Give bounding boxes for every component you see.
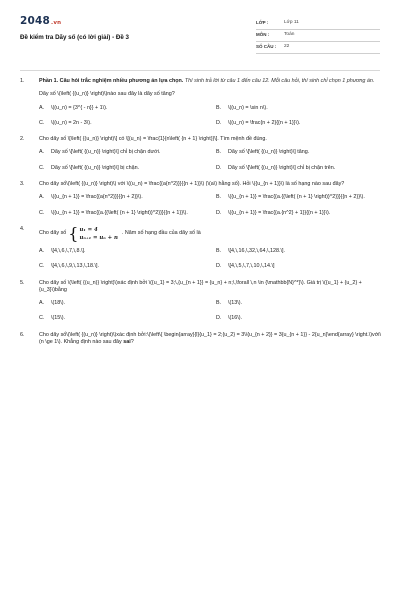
meta-class-label: LỚP :	[256, 20, 269, 26]
answer-options	[39, 149, 382, 172]
option-text: \(16\).	[228, 315, 243, 322]
question-6	[20, 332, 382, 347]
option-text: Dãy số \[\left( {(u_n)} \right)\] chỉ bị chặn dưới.	[51, 149, 161, 156]
answer-options	[39, 248, 382, 271]
option-a[interactable]	[39, 300, 209, 307]
part-title: Phần 1. Câu hỏi trắc nghiệm nhiều phương án lựa chọn.	[39, 78, 184, 84]
option-text: \(18\).	[51, 300, 66, 307]
option-text: \({u_{n + 1}} = \frac{{a{n^2}}}{{n + 2}}\).	[51, 194, 143, 201]
option-text: \[4,\,5,\,7,\,10,\,14.\]	[228, 263, 275, 270]
header-divider	[20, 70, 380, 71]
option-letter: B.	[216, 104, 222, 111]
question-stem: Dãy số \(\left( {(u_n)} \right)\)nào sau đây là dãy số tăng?	[39, 91, 175, 98]
option-text: \((u_n) = \frac{n + 2}{{n + 1}}\).	[228, 119, 301, 126]
option-text: \({u_{n + 1}} = \frac{{a.{{\left( {n + 1} \right)}^2}}}{{n + 1}}\).	[51, 209, 188, 216]
answer-options	[39, 300, 382, 323]
question-number: 1.	[20, 78, 25, 84]
option-text: Dãy số \[\left( {(u_n)} \right)\] tăng.	[228, 149, 310, 156]
question-3	[20, 181, 382, 217]
site-logo[interactable]	[20, 14, 61, 28]
recurrence-system	[68, 223, 118, 243]
option-d[interactable]	[216, 120, 386, 127]
question-5	[20, 280, 382, 323]
option-c[interactable]	[39, 120, 209, 127]
question-text: Cho dãy số \[\left( {(u_n)} \right)\] có \[(u_n) = \frac{1}{n\left( {n + 1} \right)}\]. Tìm mệnh đề đúng.	[39, 136, 267, 143]
option-text: \(13\).	[228, 300, 243, 307]
option-c[interactable]	[39, 315, 209, 322]
question-1	[20, 78, 382, 127]
logo-text: 2048	[20, 15, 51, 27]
option-letter: A.	[39, 149, 45, 156]
option-letter: D.	[216, 315, 222, 322]
page-header	[20, 14, 380, 70]
option-text: \[4,\,6,\,7,\,8.\].	[51, 247, 86, 254]
option-text: \(15\).	[51, 315, 66, 322]
option-text: \((u_n) = \sin n\).	[228, 104, 268, 111]
option-letter: C.	[39, 263, 45, 270]
part-note: Thí sinh trả lời từ câu 1 đến câu 12. Mỗi câu hỏi, thí sinh chỉ chọn 1 phương án.	[183, 78, 375, 84]
option-a[interactable]	[39, 149, 209, 156]
option-letter: C.	[39, 209, 45, 216]
meta-count-value: 22	[284, 44, 290, 50]
left-brace: {	[68, 223, 79, 243]
meta-class-value: Lớp 11	[284, 20, 299, 26]
option-a[interactable]	[39, 194, 209, 201]
option-c[interactable]	[39, 210, 209, 217]
meta-row-subject	[256, 30, 380, 42]
question-number: 4.	[20, 225, 25, 232]
question-text	[39, 223, 382, 243]
option-c[interactable]	[39, 263, 209, 270]
meta-count-label: SỐ CÂU :	[256, 44, 277, 50]
option-letter: D.	[216, 164, 222, 171]
question-text-emphasis: sai	[123, 339, 131, 346]
question-text-main: Cho dãy số\(\left( {(u_n)} \right)\)xác định bởi:\(\left\{ \begin{array}{l}{u_1} = 2;{u_2} = 3\\{u_{n + 2}} = 3{u_{n + 1}} - 2{u_n}\end{array} \right.\)với\(n \ge 1\). Khẳng định nào sau đây	[39, 331, 381, 346]
option-text: Dãy số \[\left( {(u_n)} \right)\] chỉ bị chặn trên.	[228, 164, 336, 171]
logo-suffix: .vn	[51, 20, 62, 26]
option-text: \((u_n) = {3^{ - n}} + 1\).	[51, 104, 108, 111]
option-text: \[4,\,6,\,9,\,13,\,18.\].	[51, 263, 99, 270]
system-line-1: u₁ = 4	[79, 226, 98, 233]
meta-subject-value: Toán	[284, 32, 295, 38]
option-letter: A.	[39, 194, 45, 201]
option-b[interactable]	[216, 300, 386, 307]
question-lead: Cho dãy số	[39, 230, 67, 237]
system-lines	[79, 226, 117, 242]
option-d[interactable]	[216, 315, 386, 322]
question-text	[39, 78, 382, 85]
option-letter: A.	[39, 104, 45, 111]
option-text: \({u_{n + 1}} = \frac{{a.{n^2} + 1}}{{n + 1}}\).	[228, 209, 331, 216]
option-text: \((u_n) = 2n - 3\).	[51, 119, 92, 126]
option-b[interactable]	[216, 149, 386, 156]
option-letter: C.	[39, 119, 45, 126]
option-a[interactable]	[39, 248, 209, 255]
option-d[interactable]	[216, 165, 386, 172]
option-b[interactable]	[216, 194, 386, 201]
option-letter: B.	[216, 194, 222, 201]
question-number: 2.	[20, 136, 25, 143]
option-letter: B.	[216, 300, 222, 307]
option-a[interactable]	[39, 105, 209, 112]
question-text: Cho dãy số \(\left( {(u_n)} \right)\)xác định bởi \({u_1} = 3;\,{u_{n + 1}} = {u_n} + n;\,\forall \,n \in {\mathbb{N}^*}\). Giá trị \({u_1} + {u_2} + {u_3}\)bằng	[39, 279, 362, 293]
option-letter: C.	[39, 315, 45, 322]
option-text: \({u_{n + 1}} = \frac{{a.{{\left( {n + 1} \right)}^2}}}{{n + 2}}\).	[228, 194, 365, 201]
meta-subject-label: MÔN :	[256, 32, 270, 38]
question-text	[39, 332, 382, 347]
option-text: \[4,\,16,\,32,\,64,\,128.\].	[228, 247, 285, 254]
question-number: 5.	[20, 279, 25, 286]
option-letter: D.	[216, 209, 222, 216]
question-4	[20, 223, 382, 271]
answer-options	[39, 105, 382, 128]
option-letter: D.	[216, 119, 222, 126]
question-trail: . Năm số hạng đầu của dãy số là	[121, 230, 201, 237]
question-text: Cho dãy số\(\left( {(u_n)} \right)\) với \((u_n) = \frac{{a{n^2}}}{{n + 1}}\) (\(a\) hằng số). Hỏi \({u_{n + 1}}\) là số hạng nào sau đây?	[39, 181, 345, 188]
page-title: Đề kiểm tra Dãy số (có lời giải) - Đề 3	[20, 34, 129, 41]
question-number: 6.	[20, 331, 25, 338]
option-d[interactable]	[216, 210, 386, 217]
option-letter: D.	[216, 263, 222, 270]
option-c[interactable]	[39, 165, 209, 172]
answer-options	[39, 194, 382, 217]
system-line-2: uₙ₊₁ = uₙ + n	[79, 234, 118, 241]
question-list	[20, 78, 382, 355]
option-letter: A.	[39, 247, 45, 254]
option-letter: C.	[39, 164, 45, 171]
option-letter: B.	[216, 149, 222, 156]
option-letter: A.	[39, 300, 45, 307]
option-text: Dãy số \[\left( {(u_n)} \right)\] bị chặn.	[51, 164, 140, 171]
question-2	[20, 136, 382, 172]
question-number: 3.	[20, 181, 25, 188]
meta-row-count	[256, 42, 380, 54]
question-text-end: ?	[130, 339, 134, 346]
option-letter: B.	[216, 247, 222, 254]
exam-meta	[256, 18, 380, 54]
option-b[interactable]	[216, 248, 386, 255]
option-d[interactable]	[216, 263, 386, 270]
meta-row-class	[256, 18, 380, 30]
option-b[interactable]	[216, 105, 386, 112]
